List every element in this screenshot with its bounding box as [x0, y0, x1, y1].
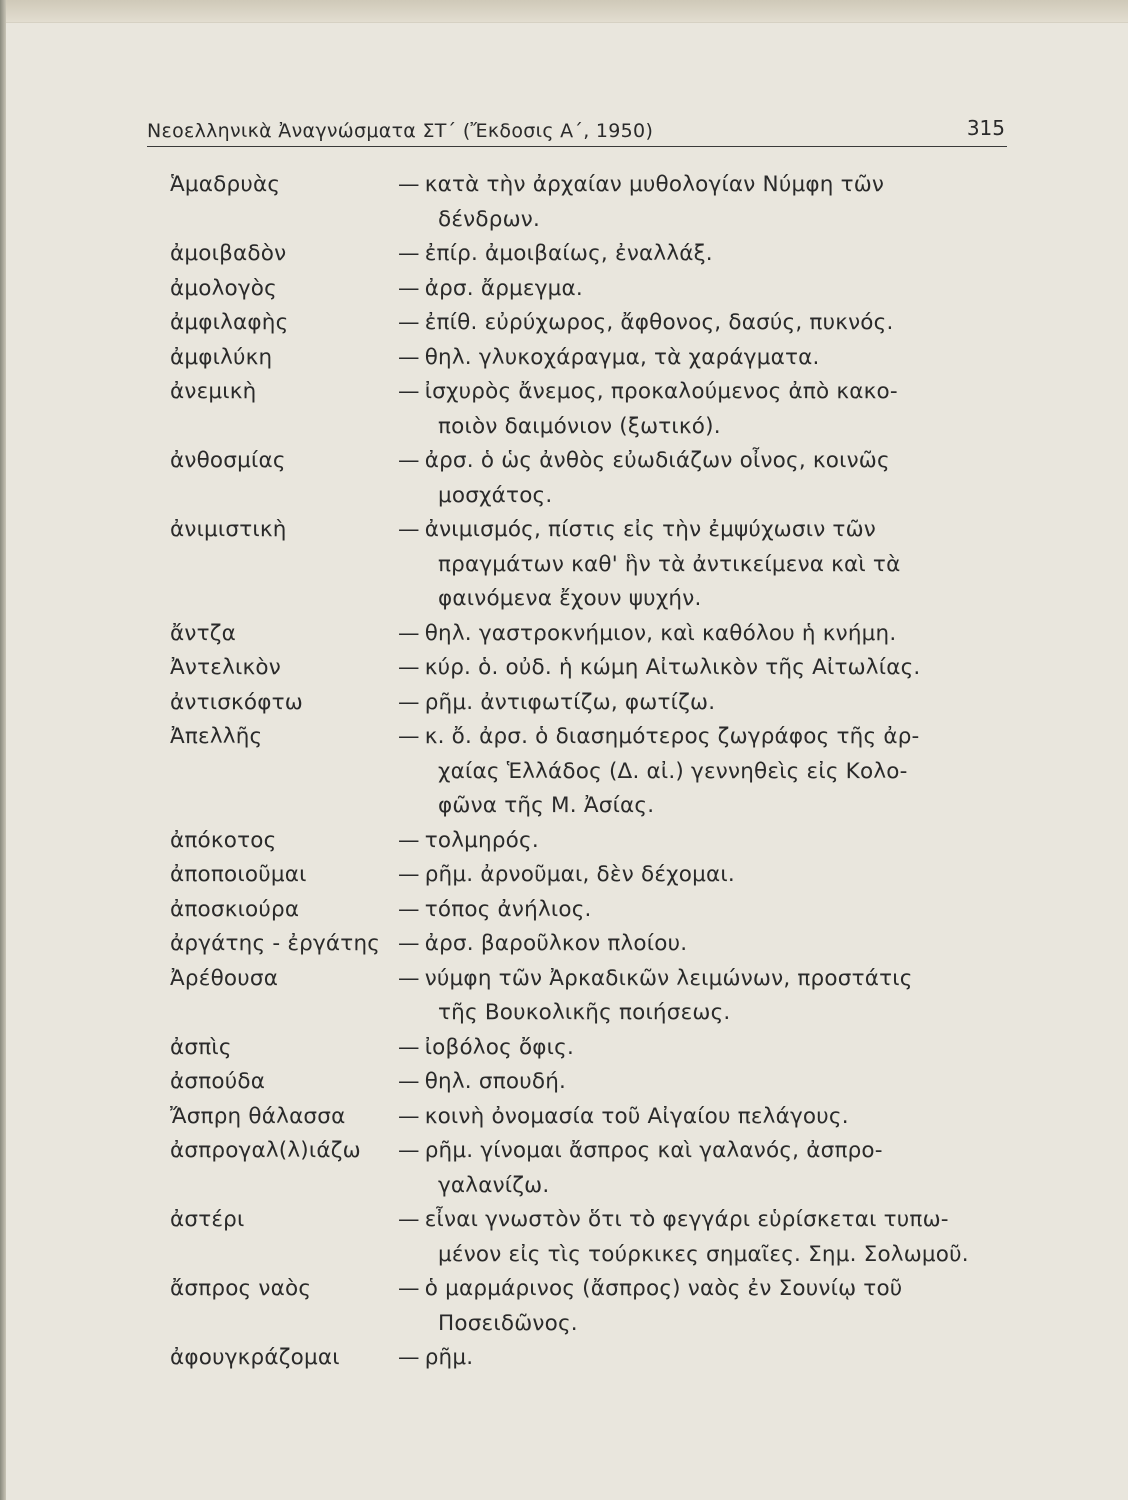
em-dash: — [398, 1345, 420, 1370]
page-number: 315 [966, 116, 1005, 140]
glossary-term: ἀνεμικὴ [170, 379, 257, 404]
glossary-list [0, 168, 1128, 1376]
glossary-definition [398, 927, 1010, 962]
definition-continuation-line: χαίας Ἑλλάδος (Δ. αἰ.) γεννηθεὶς εἰς Κολο- [438, 758, 908, 784]
glossary-entry [0, 720, 1128, 824]
glossary-definition [398, 1031, 1010, 1066]
glossary-definition [398, 1341, 1010, 1376]
running-title: Νεοελληνικὰ Ἀναγνώσματα ΣΤ΄ (Ἔκδοσις Α΄, 1950) [147, 120, 654, 142]
glossary-term: Ἀντελικὸν [170, 655, 281, 680]
glossary-entry [0, 1203, 1128, 1272]
em-dash: — [398, 344, 420, 370]
glossary-term: ἀποσκιούρα [170, 896, 300, 922]
glossary-entry [0, 1341, 1128, 1376]
em-dash: — [398, 689, 420, 715]
glossary-entry [0, 824, 1128, 859]
definition-first-line: ἀρσ. βαροῦλκον πλοίου. [424, 931, 688, 956]
glossary-term: ἀνιμιστικὴ [170, 517, 287, 542]
definition-first-line: κοινὴ ὀνομασία τοῦ Αἰγαίου πελάγους. [424, 1103, 849, 1129]
glossary-definition [398, 720, 1010, 824]
definition-continuation-line: τῆς Βουκολικῆς ποιήσεως. [438, 1000, 731, 1025]
glossary-entry [0, 651, 1128, 686]
glossary-definition [398, 375, 1010, 444]
definition-first-line: ρῆμ. γίνομαι ἄσπρος καὶ γαλανός, ἀσπρο- [424, 1138, 883, 1163]
glossary-entry [0, 617, 1128, 652]
glossary-term: Ἁμαδρυὰς [170, 172, 281, 197]
definition-continuation-line: φῶνα τῆς Μ. Ἀσίας. [438, 793, 655, 818]
definition-first-line: ἀρσ. ὁ ὡς ἀνθὸς εὐωδιάζων οἶνος, κοινῶς [424, 448, 890, 473]
glossary-entry [0, 1065, 1128, 1100]
definition-first-line: θηλ. σπουδή. [424, 1069, 567, 1094]
definition-first-line: κύρ. ὁ. οὐδ. ἡ κώμη Αἰτωλικὸν τῆς Αἰτωλίας. [424, 655, 921, 680]
glossary-term: ἀσπρογαλ(λ)ιάζω [170, 1138, 361, 1163]
em-dash: — [398, 931, 420, 956]
glossary-entry [0, 858, 1128, 893]
em-dash: — [398, 1034, 420, 1060]
definition-first-line: ἀνιμισμός, πίστις εἰς τὴν ἐμψύχωσιν τῶν [424, 517, 876, 542]
glossary-definition [398, 962, 1010, 1031]
definition-first-line: ρῆμ. ἀντιφωτίζω, φωτίζω. [424, 689, 716, 715]
glossary-entry [0, 375, 1128, 444]
glossary-entry [0, 444, 1128, 513]
em-dash: — [398, 862, 420, 887]
glossary-entry [0, 513, 1128, 617]
running-header [147, 112, 1007, 147]
glossary-definition [398, 237, 1010, 272]
glossary-term: ἀμφιλύκη [170, 344, 273, 370]
em-dash: — [398, 1069, 420, 1094]
glossary-definition [398, 1065, 1010, 1100]
glossary-entry [0, 341, 1128, 376]
glossary-term: Ἄσπρη θάλασσα [170, 1103, 346, 1129]
glossary-definition [398, 1203, 1010, 1272]
glossary-entry [0, 1272, 1128, 1341]
glossary-definition [398, 1100, 1010, 1135]
glossary-term: ἀμφιλαφὴς [170, 310, 289, 335]
definition-continuation-line: φαινόμενα ἔχουν ψυχήν. [438, 586, 702, 611]
glossary-term: ἀμοιβαδὸν [170, 241, 287, 266]
definition-first-line: ρῆμ. [424, 1345, 474, 1370]
glossary-term: ἀπόκοτος [170, 827, 277, 853]
glossary-entry [0, 686, 1128, 721]
em-dash: — [398, 827, 420, 853]
glossary-definition [398, 513, 1010, 617]
glossary-entry [0, 1031, 1128, 1066]
glossary-term: ἀμολογὸς [170, 275, 277, 301]
em-dash: — [398, 517, 420, 542]
definition-first-line: κ. ὄ. ἀρσ. ὁ διασημότερος ζωγράφος τῆς ἀρ- [424, 724, 920, 749]
em-dash: — [398, 1103, 420, 1129]
em-dash: — [398, 965, 420, 991]
glossary-definition [398, 444, 1010, 513]
glossary-term: Ἀπελλῆς [170, 724, 263, 749]
definition-first-line: τόπος ἀνήλιος. [424, 896, 592, 922]
definition-continuation-line: μένον εἰς τὶς τούρκικες σημαῖες. Σημ. Σολωμοῦ. [438, 1241, 969, 1267]
glossary-term: ἀσπὶς [170, 1034, 232, 1060]
definition-first-line: θηλ. γλυκοχάραγμα, τὰ χαράγματα. [424, 344, 820, 370]
glossary-definition [398, 686, 1010, 721]
em-dash: — [398, 448, 420, 473]
glossary-term: Ἀρέθουσα [170, 965, 279, 991]
glossary-definition [398, 1272, 1010, 1341]
glossary-entry [0, 927, 1128, 962]
em-dash: — [398, 1207, 420, 1232]
em-dash: — [398, 379, 420, 404]
definition-first-line: ἰσχυρὸς ἄνεμος, προκαλούμενος ἀπὸ κακο- [424, 379, 898, 404]
definition-continuation-line: μοσχάτος. [438, 482, 553, 508]
em-dash: — [398, 1138, 420, 1163]
em-dash: — [398, 275, 420, 301]
glossary-definition [398, 341, 1010, 376]
em-dash: — [398, 241, 420, 266]
glossary-definition [398, 1134, 1010, 1203]
definition-continuation-line: Ποσειδῶνος. [438, 1310, 578, 1336]
glossary-entry [0, 962, 1128, 1031]
glossary-entry [0, 272, 1128, 307]
glossary-definition [398, 617, 1010, 652]
em-dash: — [398, 724, 420, 749]
em-dash: — [398, 655, 420, 680]
definition-first-line: θηλ. γαστροκνήμιον, καὶ καθόλου ἡ κνήμη. [424, 620, 897, 646]
em-dash: — [398, 1276, 420, 1301]
definition-continuation-line: ποιὸν δαιμόνιον (ξωτικό). [438, 413, 721, 439]
glossary-definition [398, 893, 1010, 928]
glossary-entry [0, 1100, 1128, 1135]
glossary-term: ἀργάτης - ἐργάτης [170, 931, 381, 956]
definition-first-line: ρῆμ. ἀρνοῦμαι, δὲν δέχομαι. [424, 862, 735, 887]
glossary-term: ἀποποιοῦμαι [170, 862, 307, 887]
definition-first-line: ἐπίθ. εὐρύχωρος, ἄφθονος, δασύς, πυκνός. [424, 310, 894, 335]
definition-first-line: ἐπίρ. ἀμοιβαίως, ἐναλλάξ. [424, 241, 713, 266]
definition-continuation-line: πραγμάτων καθ' ἣν τὰ ἀντικείμενα καὶ τὰ [438, 551, 901, 577]
glossary-term: ἀνθοσμίας [170, 448, 286, 473]
definition-first-line: νύμφη τῶν Ἀρκαδικῶν λειμώνων, προστάτις [424, 965, 913, 991]
glossary-term: ἀφουγκράζομαι [170, 1345, 340, 1370]
em-dash: — [398, 172, 420, 197]
glossary-definition [398, 272, 1010, 307]
definition-continuation-line: δένδρων. [438, 206, 541, 232]
definition-first-line: εἶναι γνωστὸν ὅτι τὸ φεγγάρι εὑρίσκεται τυπω- [424, 1207, 949, 1232]
definition-continuation-line: γαλανίζω. [438, 1172, 550, 1198]
definition-first-line: ὁ μαρμάρινος (ἄσπρος) ναὸς ἐν Σουνίῳ τοῦ [424, 1276, 903, 1301]
glossary-definition [398, 168, 1010, 237]
glossary-entry [0, 237, 1128, 272]
glossary-entry [0, 1134, 1128, 1203]
em-dash: — [398, 896, 420, 922]
glossary-entry [0, 893, 1128, 928]
glossary-term: ἄσπρος ναὸς [170, 1276, 312, 1301]
glossary-term: ἀσπούδα [170, 1069, 266, 1094]
em-dash: — [398, 620, 420, 646]
glossary-term: ἀστέρι [170, 1207, 245, 1232]
definition-first-line: ἀρσ. ἄρμεγμα. [424, 275, 583, 301]
definition-first-line: τολμηρός. [424, 827, 539, 853]
em-dash: — [398, 310, 420, 335]
glossary-entry [0, 168, 1128, 237]
definition-first-line: ἰοβόλος ὄφις. [424, 1034, 575, 1060]
glossary-term: ἄντζα [170, 620, 236, 646]
definition-first-line: κατὰ τὴν ἀρχαίαν μυθολογίαν Νύμφη τῶν [424, 172, 885, 197]
glossary-definition [398, 858, 1010, 893]
glossary-definition [398, 306, 1010, 341]
glossary-term: ἀντισκόφτω [170, 689, 303, 715]
glossary-entry [0, 306, 1128, 341]
glossary-definition [398, 824, 1010, 859]
glossary-definition [398, 651, 1010, 686]
